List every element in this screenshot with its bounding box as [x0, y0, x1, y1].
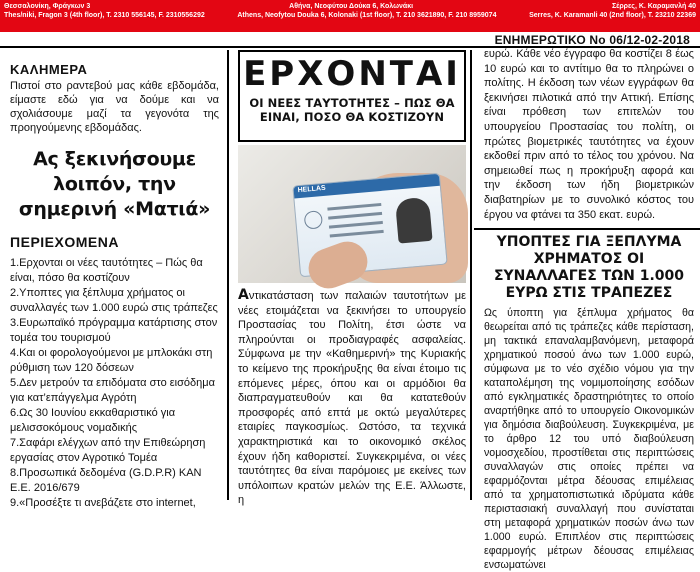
column-divider	[227, 50, 229, 500]
article-continuation: ευρώ. Κάθε νέο έγγραφο θα κοστίζει 8 έως 10 ευρώ και το αντίτιμο θα το πληρώνει ο πολίτης. Η έκδοση των νέων εγγράφων θα ξεκινήσει πιλοτικά από την Αττική. Επίσης είναι πρόθεση των επιτελών του υπουργείου Προστασίας του πολίτη, οι πρώτες βιομετρικές ταυτότητες να έχουν εκδοθεί πριν από το τέλος του χρόνου. Να σημειωθεί πως η προκήρυξη αφορά και την έκδοση των ήδη βιομετρικών διαβατηρίων με το συνολικό κόστος του έργου να φτάνει τα 350 εκατ. ευρώ.	[484, 48, 694, 221]
greeting-heading: ΚΑΛΗΜΕΡΑ	[10, 62, 88, 77]
toc-item: 3.Ευρωπαϊκό πρόγραμμα κατάρτισης στον τομέα του τουρισμού	[10, 317, 218, 344]
drop-cap: Α	[238, 287, 249, 303]
contact-banner	[0, 0, 700, 32]
section-divider	[474, 228, 700, 230]
contents-heading: ΠΕΡΙΕΧΟΜΕΝΑ	[10, 234, 119, 250]
contact-athens-en: Athens, Neofytou Douka 6, Kolonaki (1st floor), T. 210 3621890, F. 210 8959074	[237, 12, 497, 19]
contact-serres: Σέρρες, Κ. Καραμανλή 40	[611, 3, 696, 10]
left-column	[0, 50, 229, 509]
issue-bar	[0, 32, 700, 48]
money-laundering-headline: ΥΠΟΠΤΕΣ ΓΙΑ ΞΕΠΛΥΜΑ ΧΡΗΜΑΤΟΣ ΟΙ ΣΥΝΑΛΛΑΓΕΣ ΤΩΝ 1.000 ΕΥΡΩ ΣΤΙΣ ΤΡΑΠΕΖΕΣ	[493, 234, 684, 302]
table-of-contents	[10, 256, 219, 511]
headline-box	[238, 50, 466, 142]
look-headline: Ας ξεκινήσουμε λοιπόν, την σημερινή «Ματιά»	[18, 148, 211, 220]
middle-column	[232, 50, 472, 507]
main-headline: ΕΡΧΟΝΤΑΙ	[243, 54, 461, 94]
card-portrait	[395, 197, 433, 244]
card-seal-icon	[304, 210, 324, 230]
contact-thessaloniki-en: Thes/niki, Fragon 3 (4th floor), T. 2310 556145, F. 2310556292	[4, 12, 205, 19]
issue-number: ΕΝΗΜΕΡΩΤΙΚΟ Νο 06/12-02-2018	[494, 33, 690, 47]
card-text-lines	[327, 203, 384, 244]
contact-serres-en: Serres, K. Karamanli 40 (2nd floor), T. 23210 22369	[529, 12, 696, 19]
contact-athens: Αθήνα, Νεοφύτου Δούκα 6, Κολωνάκι	[289, 3, 414, 10]
id-card-photo	[238, 145, 466, 283]
toc-item: 8.Προσωπικά δεδομένα (G.D.P.R) ΚΑΝ Ε.Ε. 2016/679	[10, 467, 202, 494]
toc-item: 5.Δεν μετρούν τα επιδόματα στο εισόδημα για κατ’επάγγελμα Αγρότη	[10, 377, 215, 404]
toc-item: 7.Σαφάρι ελέγχων από την Επιθεώρηση εργασίας στον Αγροτικό Τομέα	[10, 437, 206, 464]
column-divider	[470, 50, 472, 500]
article-body	[238, 288, 466, 508]
intro-paragraph: Πιστοί στο ραντεβού μας κάθε εβδομάδα, είμαστε εδώ για να δούμε και να σχολιάσουμε μαζί τα γεγονότα της προηγούμενης εβδομάδας.	[10, 80, 219, 134]
main-subheadline: ΟΙ ΝΕΕΣ ΤΑΥΤΟΤΗΤΕΣ – ΠΩΣ ΘΑ ΕΙΝΑΙ, ΠΟΣΟ ΘΑ ΚΟΣΤΙΖΟΥΝ	[249, 96, 455, 124]
contact-thessaloniki: Θεσσαλονίκη, Φράγκων 3	[4, 3, 91, 10]
right-column	[474, 48, 700, 572]
toc-item: 1.Ερχονται οι νέες ταυτότητες – Πώς θα είναι, πόσο θα κοστίζουν	[10, 257, 203, 284]
toc-item: 4.Και οι φορολογούμενοι με μπλοκάκι στη ρύθμιση των 120 δόσεων	[10, 347, 213, 374]
toc-item: 6.Ως 30 Ιουνίου εκκαθαριστικό για μελισσοκόμους νομαδικής	[10, 407, 176, 434]
toc-item: 2.Υποπτες για ξέπλυμα χρήματος οι συναλλαγές των 1.000 ευρώ στις τράπεζες	[10, 287, 218, 314]
card-band	[293, 174, 439, 199]
article-text: ντικατάσταση των παλαιών ταυτοτήτων με νέες ετοιμάζεται να ξεκινήσει το υπουργείο Προστασίας του Πολίτη, έτσι ώστε να πληρούνται οι προδιαγραφές ασφαλείας. Σύμφωνα με την «Καθημερινή» της Κυριακής το κείμενο της προκήρυξης θα είναι έτοιμο τις επόμενες μέρες, όπου και οι αρμόδιοι θα διαπραγματευθούν και θα κατατεθούν προσφορές από επτά με οκτώ μεγαλύτερες εταιρίες παγκοσμίως. Ωστόσο, τα τεχνικά χαρακτηριστικά και το οικονομικό σκέλος έχουν ήδη καθοριστεί. Συγκεκριμένα, οι νέες ταυτότητες θα είναι παρόμοιες με εκείνες των υπόλοιπων κρατών μελών της Ε.Ε. Άλλωστε, η	[238, 290, 466, 507]
toc-item: 9.«Προσέξτε τι ανεβάζετε στο internet,	[10, 497, 196, 509]
money-laundering-body: Ως ύποπτη για ξέπλυμα χρήματος θα θεωρείται από τις τράπεζες κάθε περίσταση, μη τακτικά επαναλαμβανόμενη, μεταφορά χρηματικού ποσού άνω των 1.000 ευρώ, σύμφωνα με το νέο σχέδιο νόμου για την καταπολέμηση της νομιμοποίησης εσόδων από εγκληματικές δραστηριότητες το οποίο αναρτήθηκε από το υπουργείο Οικονομικών για δημόσια διαβούλευση. Συγκεκριμένα, με το άρθρο 12 του υπό διαβούλευση νομοσχεδίου, προστίθεται στις περιπτώσεις συναλλαγών στις οποίες πρέπει να εφαρμόζονται μέτρα δέουσας επιμέλειας από τα χρηματοπιστωτικά ιδρύματα κάθε περιστασιακή συναλλαγή που συνίσταται στη μεταφορά χρηματικών ποσών άνω των 1.000 ευρώ. Επιπλέον στις περιπτώσεις εφαρμογής μέτρων δέουσας επιμέλειας ενσωματώνει	[484, 307, 694, 572]
card-country: HELLAS	[297, 184, 326, 195]
